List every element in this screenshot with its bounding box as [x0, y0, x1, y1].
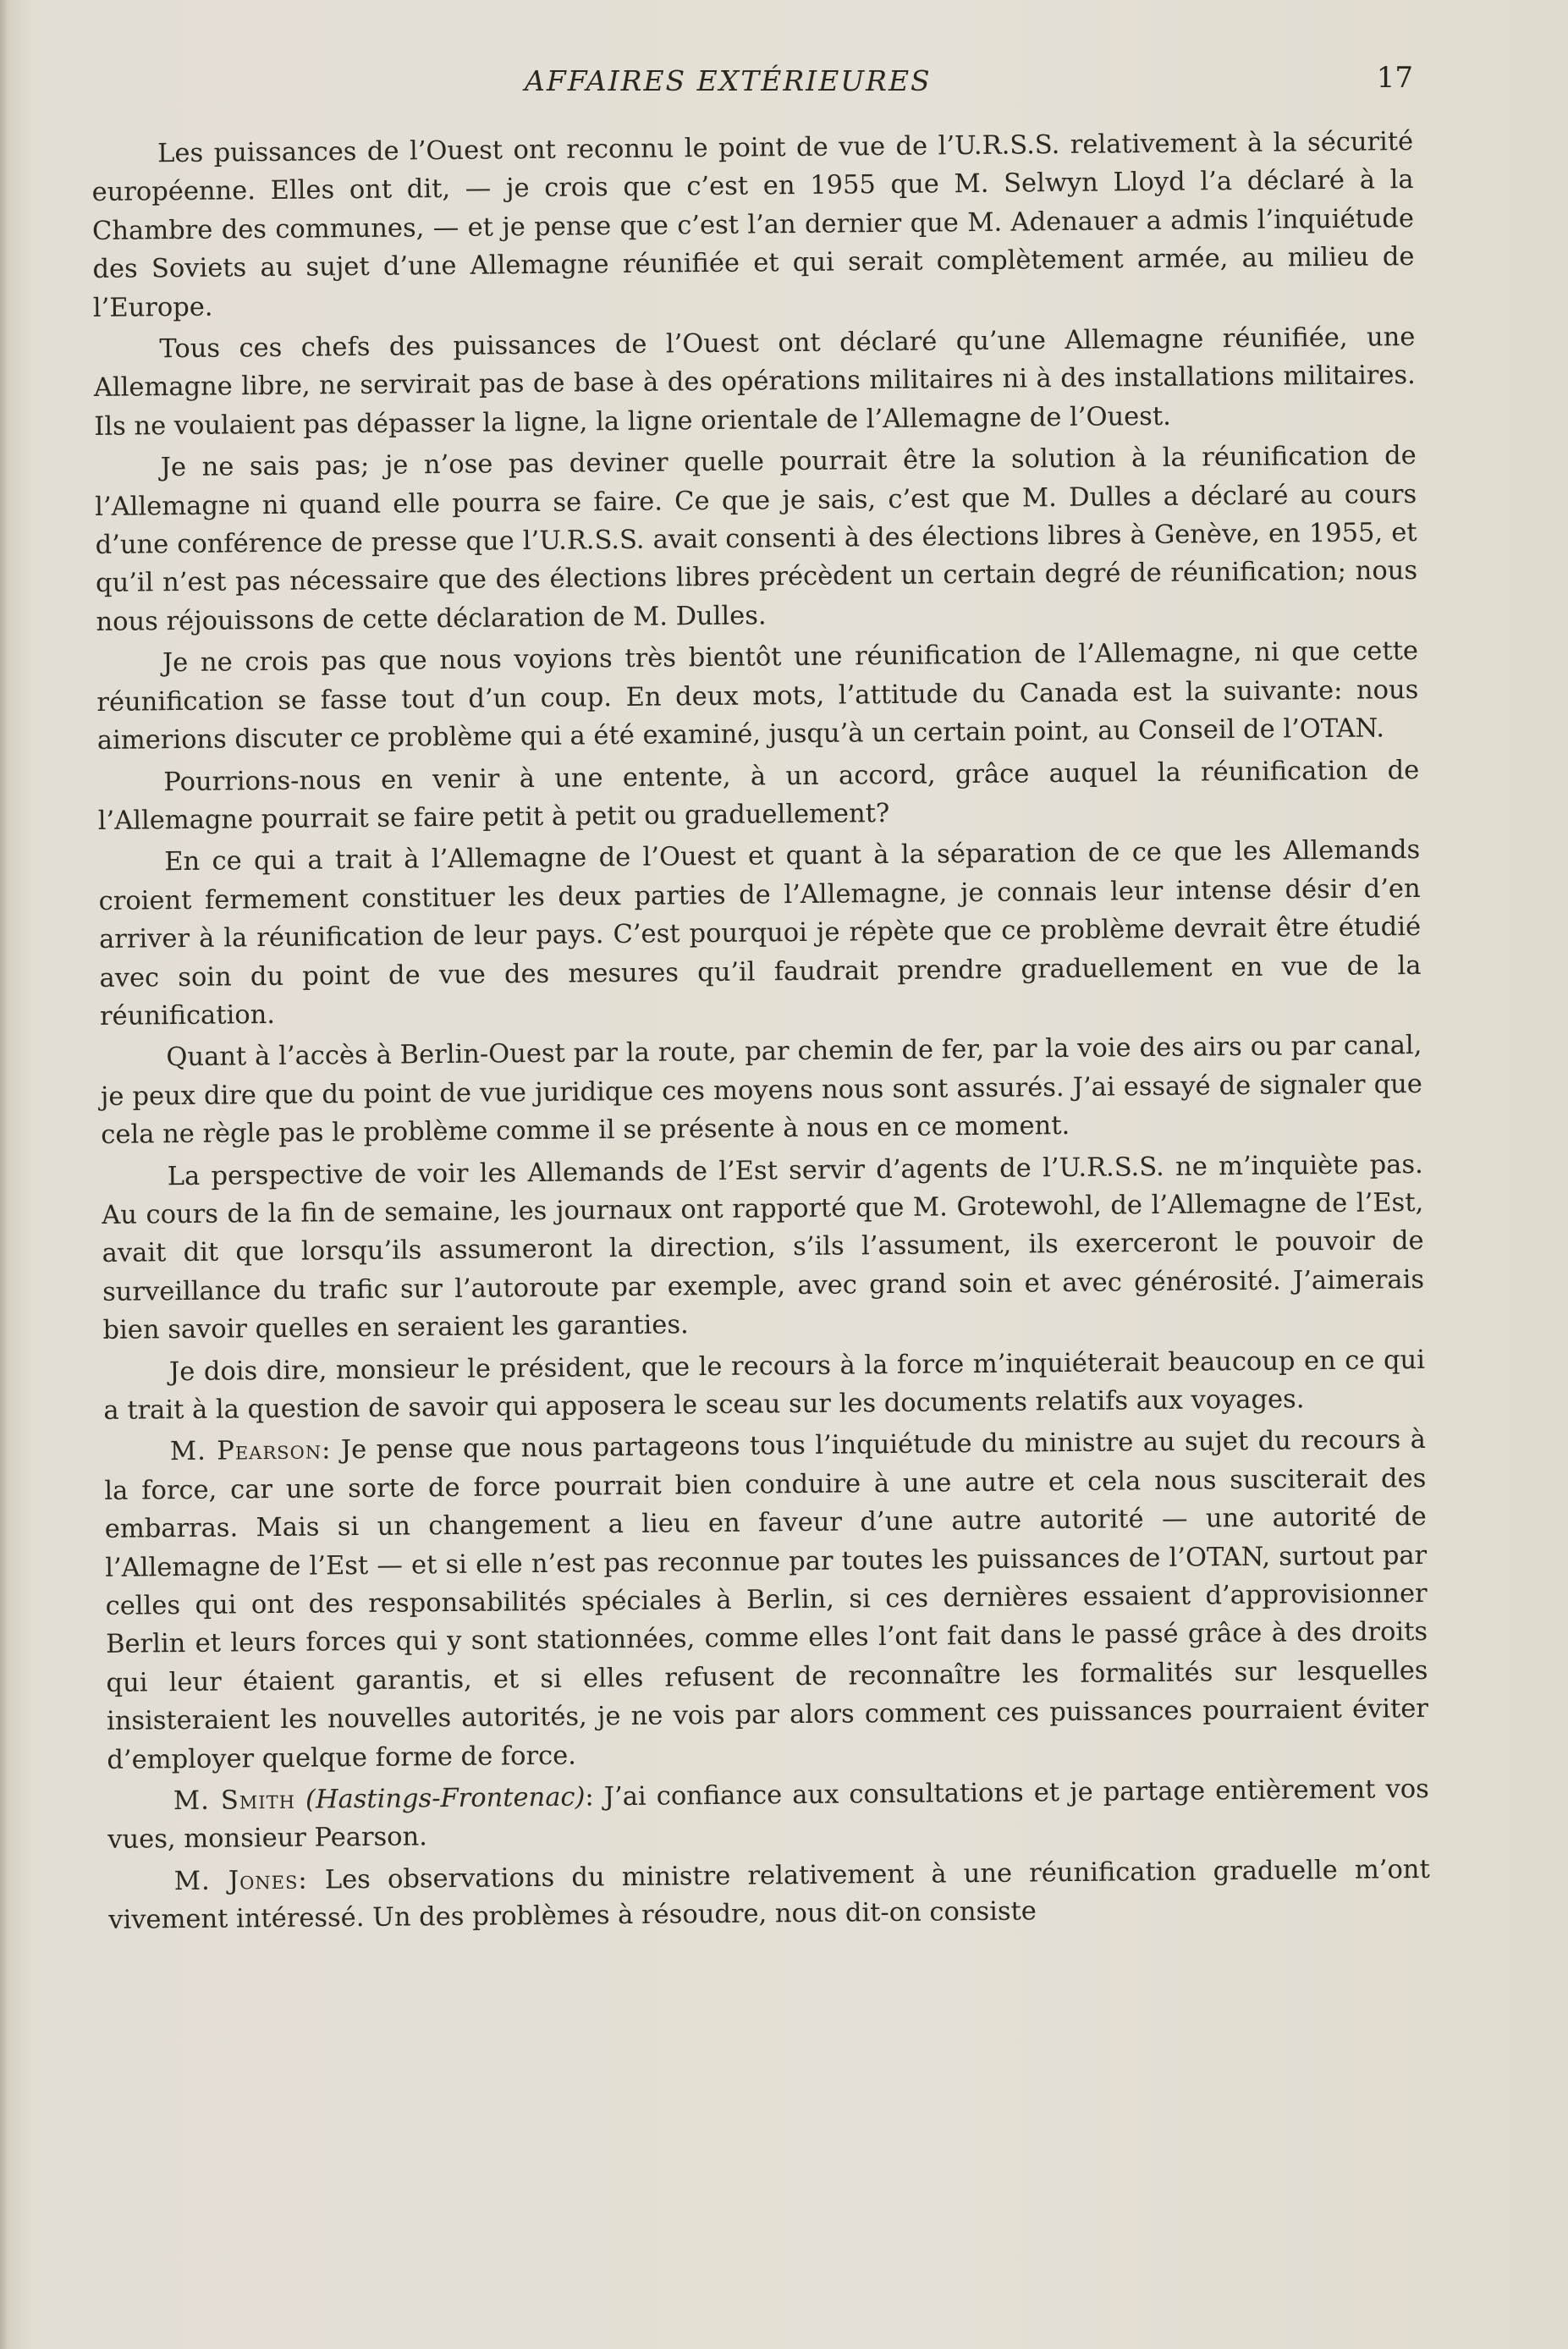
- paragraph: [102, 1146, 1425, 1351]
- paragraph-text: Je ne crois pas que nous voyions très bientôt une réunification de l’Allemagne, ni que cette réunification se fasse tout d’un coup. En deux mots, l’attitude du Canada est la suivante: nous aimerions discuter ce problème qui a été examiné, jusqu’à un certain point, au Conseil de l’OTAN.: [96, 636, 1419, 756]
- paragraph: [93, 318, 1416, 446]
- paragraph: [95, 437, 1418, 641]
- speech-paragraph: [108, 1851, 1431, 1940]
- paragraph-text: Je ne sais pas; je n’ose pas deviner quelle pourrait être la solution à la réunification de l’Allemagne ni quand elle pourra se faire. Ce que je sais, c’est que M. Dulles a déclaré au cours d’une conférence de presse que l’U.R.S.S. avait consenti à des élections libres à Genève, en 1955, et qu’il n’est pas nécessaire que des élections libres précèdent un certain degré de réunification; nous nous réjouissons de cette déclaration de M. Dulles.: [95, 441, 1418, 637]
- speaker-name: M. Pearson:: [169, 1435, 332, 1467]
- paragraph-text: La perspective de voir les Allemands de l’Est servir d’agents de l’U.R.S.S. ne m’inquiète pas. Au cours de la fin de semaine, les journaux ont rapporté que M. Grotewohl, de l’Allemagne de l’Est, avait dit que lorsqu’ils assumeront la direction, s’ils l’assument, ils exerceront le pouvoir de surveillance du trafic sur l’autoroute par exemple, avec grand soin et avec générosité. J’aimerais bien savoir quelles en seraient les garanties.: [102, 1149, 1425, 1346]
- speaker-riding: (Hastings-Frontenac): [305, 1782, 586, 1815]
- paragraph-text: Je dois dire, monsieur le président, que le recours à la force m’inquiéterait beaucoup en ce qui a trait à la question de savoir qui apposera le sceau sur les documents relatifs aux voyages.: [103, 1345, 1426, 1426]
- speech-text: Je pense que nous partageons tous l’inquiétude du ministre au sujet du recours à la force, car une sorte de force pourrait bien conduire à une autre et cela nous susciterait des embarras. Mais si un changement a lieu en faveur d’une autre autorité — une autorité de l’Allemagne de l’Est — et si elle n’est pas reconnue par toutes les puissances de l’OTAN, surtout par celles qui ont des responsabilités spéciales à Berlin, si ces dernières essaient d’approvisionner Berlin et leurs forces qui y sont stationnées, comme elles l’ont fait dans le passé grâce à des droits qui leur étaient garantis, et si elles refusent de reconnaître les formalités sur lesquelles insisteraient les nouvelles autorités, je ne vois par alors comment ces puissances pourraient éviter d’employer quelque forme de force.: [104, 1425, 1429, 1775]
- paragraph: [98, 831, 1422, 1036]
- speech-text: Les observations du ministre relativement à une réunification graduelle m’ont vivement intéressé. Un des problèmes à résoudre, nous dit-on consiste: [108, 1854, 1430, 1936]
- paragraph-text: Les puissances de l’Ouest ont reconnu le point de vue de l’U.R.S.S. relativement à la sécurité européenne. Elles ont dit, — je crois que c’est en 1955 que M. Selwyn Lloyd l’a déclaré à la Chambre des communes, — et je pense que c’est l’an dernier que M. Adenauer a admis l’inquiétude des Soviets au sujet d’une Allemagne réunifiée et qui serait complètement armée, au milieu de l’Europe.: [91, 127, 1415, 323]
- paragraph: [103, 1341, 1426, 1431]
- speaker-name: M. Smith: [173, 1785, 296, 1817]
- paragraph: [97, 751, 1420, 840]
- body-text: [91, 123, 1430, 1944]
- paragraph-text: Pourrions-nous en venir à une entente, à un accord, grâce auquel la réunification de l’Allemagne pourrait se faire petit à petit ou graduellement?: [97, 755, 1420, 836]
- paragraph: [96, 632, 1419, 760]
- paragraph: [91, 123, 1415, 327]
- paragraph-text: Tous ces chefs des puissances de l’Ouest ont déclaré qu’une Allemagne réunifiée, une Allemagne libre, ne servirait pas de base à des opérations militaires ni à des installations militaires. Ils ne voulaient pas dépasser la ligne, la ligne orientale de l’Allemagne de l’Ouest.: [93, 322, 1416, 442]
- speech-paragraph: [107, 1770, 1430, 1860]
- speech-text: : J’ai confiance aux consultations et je partage entièrement vos vues, monsieur Pearson.: [107, 1774, 1430, 1856]
- speaker-name: M. Jones:: [173, 1865, 308, 1897]
- paragraph: [100, 1026, 1422, 1154]
- running-head: [93, 59, 1413, 110]
- paragraph-text: Quant à l’accès à Berlin-Ouest par la route, par chemin de fer, par la voie des airs ou par canal, je peux dire que du point de vue juridique ces moyens nous sont assurés. J’ai essayé de signaler que cela ne règle pas le problème comme il se présente à nous en ce moment.: [100, 1031, 1423, 1151]
- running-title: AFFAIRES EXTÉRIEURES: [525, 64, 932, 97]
- page-number: 17: [1376, 61, 1413, 95]
- paragraph-text: En ce qui a trait à l’Allemagne de l’Ouest et quant à la séparation de ce que les Allemands croient fermement constituer les deux parties de l’Allemagne, je connais leur intense désir d’en arriver à la réunification de leur pays. C’est pourquoi je répète que ce problème devrait être étudié avec soin du point de vue des mesures qu’il faudrait prendre graduellement en vue de la réunification.: [98, 835, 1422, 1031]
- speech-paragraph: [104, 1421, 1429, 1780]
